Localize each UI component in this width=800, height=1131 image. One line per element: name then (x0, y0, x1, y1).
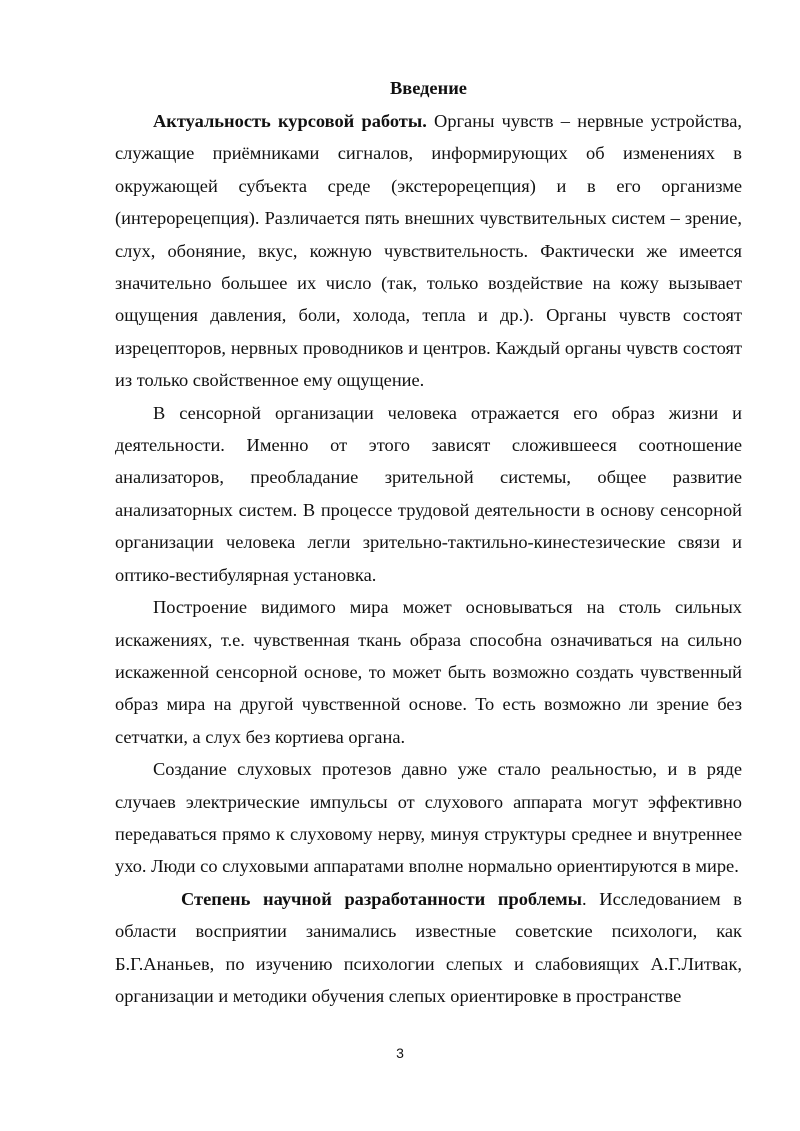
page-title: Введение (390, 78, 467, 98)
page-body (115, 72, 742, 1012)
paragraph-text: Построение видимого мира может основываться на столь сильных искажениях, т.е. чувственная ткань образа способна означиваться на сильно искаженной сенсорной основе, то может быть возможно создать чувственный образ мира на другой чувственной основе. То есть возможно ли зрение без сетчатки, а слух без кортиева органа. (115, 597, 742, 747)
paragraph-sensory-organization (115, 397, 742, 591)
paragraph-lead: Степень научной разработанности проблемы (181, 888, 583, 909)
paragraph-relevance (115, 105, 742, 397)
paragraph-text: Органы чувств – нервные устройства, служащие приёмниками сигналов, информирующих об изменениях в окружающей субъекта среде (экстерорецепция) и в его организме (интерорецепция). Различается пять внешних чувствительных систем – зрение, слух, обоняние, вкус, кожную чувствительность. Фактически же имеется значительно большее их число (так, только воздействие на кожу вызывает ощущения давления, боли, холода, тепла и др.). Органы чувств состоят изрецепторов, нервных проводников и центров. Каждый органы чувств состоят из только свойственное ему ощущение. (115, 111, 742, 391)
paragraph-visible-world (115, 591, 742, 753)
page-number: 3 (396, 1045, 404, 1061)
paragraph-text: Создание слуховых протезов давно уже стало реальностью, и в ряде случаев электрические импульсы от слухового аппарата могут эффективно передаваться прямо к слуховому нерву, минуя структуры среднее и внутреннее ухо. Люди со слуховыми аппаратами вполне нормально ориентируются в мире. (115, 759, 742, 877)
paragraph-hearing-prostheses (115, 753, 742, 883)
paragraph-text: В сенсорной организации человека отражается его образ жизни и деятельности. Именно от этого зависят сложившееся соотношение анализаторов, преобладание зрительной системы, общее развитие анализаторных систем. В процессе трудовой деятельности в основу сенсорной организации человека легли зрительно-тактильно-кинестезические связи и оптико-вестибулярная установка. (115, 402, 742, 585)
paragraph-research-degree (115, 883, 742, 1013)
paragraph-lead: Актуальность курсовой работы. (153, 111, 427, 131)
paragraph-text: . Исследованием в области восприятии занимались известные советские психологи, как Б.Г.Ананьев, по изучению психологии слепых и слабовиящих А.Г.Литвак, организации и методики обучения слепых ориентировке в пространстве (115, 888, 742, 1006)
